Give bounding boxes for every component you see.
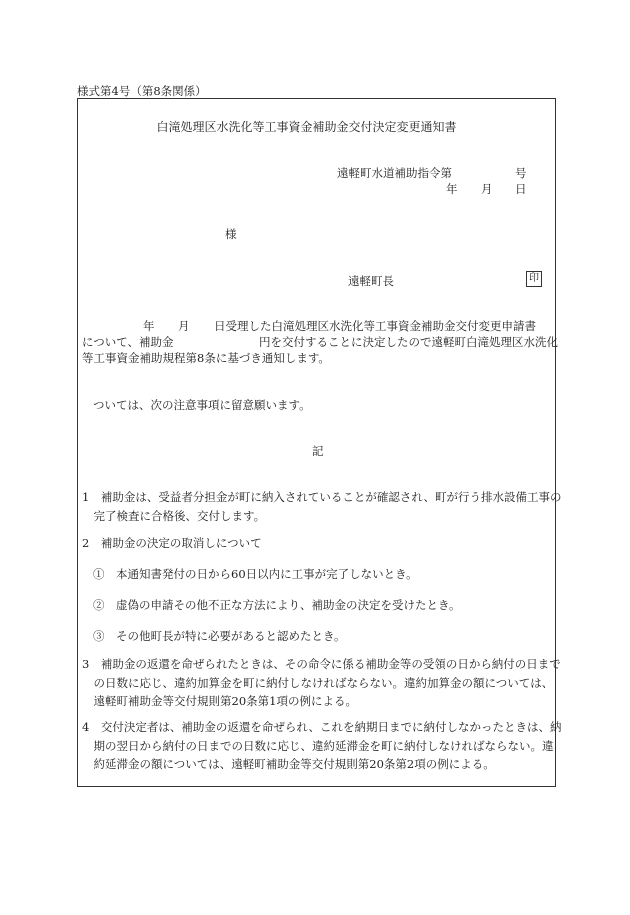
- doc-number-suffix: 号: [515, 166, 527, 180]
- body-line1: 日受理した白滝処理区水洗化等工事資金補助金交付変更申請書: [214, 319, 536, 333]
- body-year: 年: [143, 319, 155, 333]
- date-year: 年: [446, 182, 458, 196]
- ki-heading: 記: [312, 444, 324, 458]
- item-3: 3 補助金の返還を命ぜられたときは、その命令に係る補助金等の受領の日から納付の日までの日数に応じ、違約加算金を町に納付しなければならない。違約加算金の額については、遠軽町補助金等交付規則第20条第1項の例による。: [82, 657, 561, 708]
- form-label: 様式第4号（第8条関係）: [77, 84, 207, 98]
- body-month: 月: [178, 319, 190, 333]
- body-line3: 等工事資金補助規程第8条に基づき通知します。: [82, 351, 330, 365]
- body-line2-end: 円を交付することに決定したので遠軽町白滝処理区水洗化: [259, 335, 558, 349]
- item-2-sub-1: ① 本通知書発付の日から60日以内に工事が完了しないとき。: [93, 567, 418, 581]
- item-1: 1 補助金は、受益者分担金が町に納入されていることが確認され、町が行う排水設備工事の完了検査に合格後、交付します。: [82, 490, 562, 523]
- item-2-sub-3: ③ その他町長が特に必要があると認めたとき。: [93, 629, 346, 643]
- notice-text: ついては、次の注意事項に留意願います。: [93, 398, 311, 412]
- issuer-name: 遠軽町長: [348, 274, 394, 288]
- document-title: 白滝処理区水洗化等工事資金補助金交付決定変更通知書: [156, 120, 457, 134]
- doc-number-prefix: 遠軽町水道補助指令第: [337, 166, 452, 180]
- seal-box: [526, 271, 542, 287]
- item-2: 2 補助金の決定の取消しについて: [82, 536, 262, 550]
- addressee-suffix: 様: [225, 227, 237, 241]
- item-2-sub-2: ② 虚偽の申請その他不正な方法により、補助金の決定を受けたとき。: [93, 598, 461, 612]
- body-line2-start: について、補助金: [82, 335, 174, 349]
- date-month: 月: [481, 182, 493, 196]
- item-4: 4 交付決定者は、補助金の返還を命ぜられ、これを納期日までに納付しなかったときは、納期の翌日から納付の日までの日数に応じ、違約延滞金を町に納付しなければならない。違約延滞金の額については、遠軽町補助金等交付規則第20条第2項の例による。: [82, 720, 562, 771]
- seal-icon: 印: [526, 271, 542, 287]
- date-day: 日: [515, 182, 527, 196]
